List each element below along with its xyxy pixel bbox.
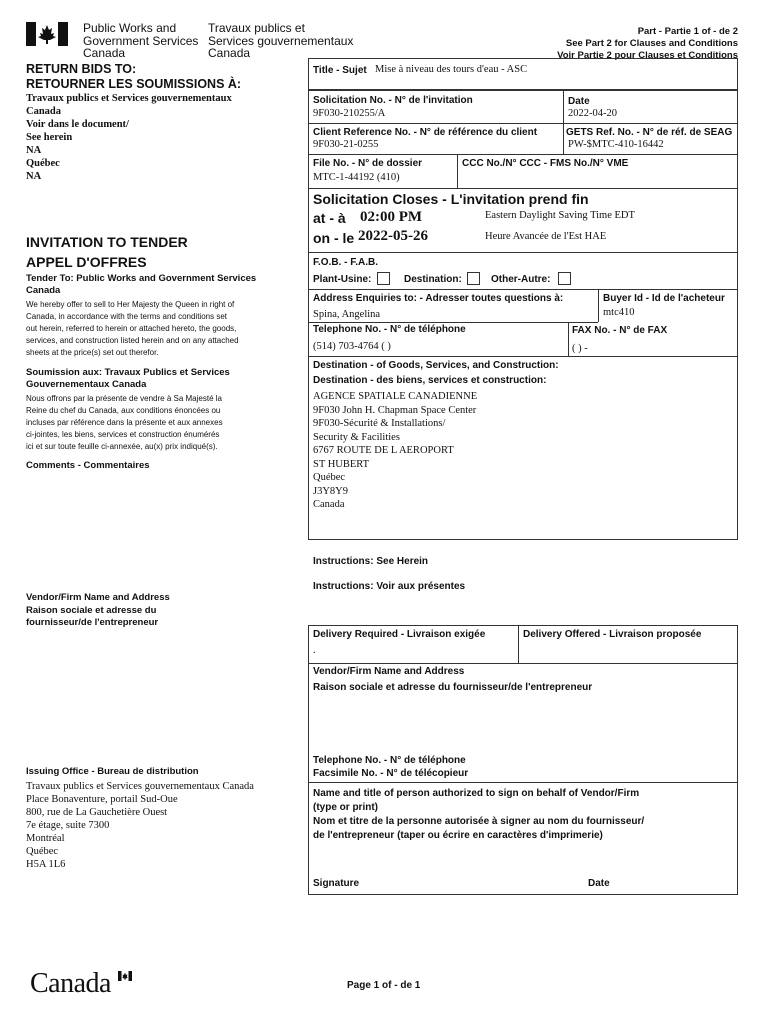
soumission-text: Nous offrons par la présente de vendre à Sa Majesté la Reine du chef du Canada, aux conditions énoncées ou incluses par référence dans la présente et aux annexes ci-jointes, les biens, services et construction énumérés ici et sur toute feuille ci-annexée, au(x) prix indiqué(s). (26, 394, 223, 451)
department-name-fr: Travaux publics et Services gouvernementaux Canada (208, 21, 354, 60)
solicitation-value: 9F030-210255/A (313, 108, 386, 119)
on-label: on - le (313, 230, 355, 246)
fax-label: FAX No. - N° de FAX (572, 325, 668, 336)
canada-wordmark-flag-icon (118, 968, 132, 978)
delivery-offered-label: Delivery Offered - Livraison proposée (523, 629, 702, 640)
issuing-office-address: Travaux publics et Services gouvernementaux Canada Place Bonaventure, portail Sud-Oue 800, rue de La Gauchetière Ouest 7e étage, suite 7300 Montréal Québec H5A 1L6 (26, 781, 254, 870)
timezone-en: Eastern Daylight Saving Time EDT (485, 210, 635, 221)
client-ref-label: Client Reference No. - N° de référence du client (313, 127, 538, 138)
telephone-label: Telephone No. - N° de téléphone (313, 324, 466, 335)
delivery-required-label: Delivery Required - Livraison exigée (313, 629, 486, 640)
invitation-title: INVITATION TO TENDER APPEL D'OFFRES (26, 234, 188, 270)
gets-ref-value: PW-$MTC-410-16442 (568, 139, 664, 150)
department-name-en: Public Works and Government Services Canada (83, 21, 199, 60)
instructions-en: Instructions: See Herein (313, 556, 429, 567)
return-bids-address: Travaux publics et Services gouvernementaux Canada Voir dans le document/ See herein NA Québec NA (26, 93, 232, 182)
destination-checkbox[interactable] (467, 272, 480, 285)
address-enquiries-label: Address Enquiries to: - Adresser toutes questions à: (313, 293, 564, 304)
ccc-label: CCC No./N° CCC - FMS No./N° VME (462, 158, 629, 169)
issuing-office-heading: Issuing Office - Bureau de distribution (26, 766, 199, 777)
telephone-value: (514) 703-4764 ( ) (313, 341, 391, 352)
destination-label: Destination: (404, 274, 462, 285)
signature-label: Signature (313, 878, 360, 889)
plant-checkbox[interactable] (377, 272, 390, 285)
date-value: 2022-04-20 (568, 108, 617, 119)
fob-label: F.O.B. - F.A.B. (313, 257, 378, 268)
gets-ref-label: GETS Ref. No. - N° de réf. de SEAG (566, 127, 733, 138)
canada-wordmark: Canada (30, 968, 111, 999)
title-value: Mise à niveau des tours d'eau - ASC (375, 64, 528, 75)
destination-address: AGENCE SPATIALE CANADIENNE 9F030 John H. Chapman Space Center 9F030-Sécurité & Installations/ Security & Facilities 6767 ROUTE DE L AEROPORT ST HUBERT Québec J3Y8Y9 Canada (313, 391, 478, 510)
destination-goods-fr: Destination - des biens, services et construction: (313, 375, 547, 386)
buyer-id-label: Buyer Id - Id de l'acheteur (603, 293, 725, 304)
buyer-id-value: mtc410 (603, 307, 635, 318)
vendor-telephone-label: Telephone No. - N° de téléphone (313, 755, 466, 766)
closing-date: 2022-05-26 (358, 228, 428, 244)
other-label: Other-Autre: (491, 274, 551, 285)
solicitation-label: Solicitation No. - N° de l'invitation (313, 95, 473, 106)
vendor-left-label: Vendor/Firm Name and Address Raison sociale et adresse du fournisseur/de l'entrepreneur (26, 592, 170, 628)
comments-label: Comments - Commentaires (26, 460, 150, 471)
client-ref-value: 9F030-21-0255 (313, 139, 379, 150)
instructions-fr: Instructions: Voir aux présentes (313, 581, 466, 592)
timezone-fr: Heure Avancée de l'Est HAE (485, 231, 607, 242)
file-no-value: MTC-1-44192 (410) (313, 172, 400, 183)
at-label: at - à (313, 210, 346, 226)
file-no-label: File No. - N° de dossier (313, 158, 423, 169)
date-label: Date (568, 96, 590, 107)
closes-title: Solicitation Closes - L'invitation prend fin (313, 191, 589, 207)
vendor-name-label-en: Vendor/Firm Name and Address (313, 666, 465, 677)
vendor-name-label-fr: Raison sociale et adresse du fournisseur/de l'entrepreneur (313, 682, 593, 693)
address-enquiries-value: Spina, Angelina (313, 309, 381, 320)
part-info: Part - Partie 1 of - de 2 See Part 2 for Clauses and Conditions Voir Partie 2 pour Clauses et Conditions (557, 26, 738, 61)
tender-text: We hereby offer to sell to Her Majesty the Queen in right of Canada, in accordance with the terms and conditions set out herein, referred to herein or attached hereto, the goods, services, and construction listed herein and on any attached sheets at the price(s) set out therefor. (26, 300, 239, 357)
canada-flag-icon (26, 22, 68, 46)
fax-value: ( ) - (572, 343, 588, 354)
authorized-person-label: Name and title of person authorized to sign on behalf of Vendor/Firm (type or print) Nom et titre de la personne autorisée à signer au nom du fournisseur/ de l'entrepreneur (taper ou écrire en caractères d'imprimerie) (313, 788, 645, 841)
signature-date-label: Date (588, 878, 610, 889)
soumission-heading: Soumission aux: Travaux Publics et Services Gouvernementaux Canada (26, 367, 230, 390)
vendor-fax-label: Facsimile No. - N° de télécopieur (313, 768, 469, 779)
plant-label: Plant-Usine: (313, 274, 372, 285)
destination-goods-en: Destination - of Goods, Services, and Construction: (313, 360, 559, 371)
title-label: Title - Sujet (313, 65, 367, 76)
tender-to: Tender To: Public Works and Government Services Canada (26, 273, 257, 296)
delivery-required-value: . (313, 645, 316, 656)
page-number: Page 1 of - de 1 (347, 980, 421, 991)
return-bids-heading: RETURN BIDS TO: RETOURNER LES SOUMISSIONS À: (26, 62, 242, 91)
closing-time: 02:00 PM (360, 209, 423, 225)
other-checkbox[interactable] (558, 272, 571, 285)
